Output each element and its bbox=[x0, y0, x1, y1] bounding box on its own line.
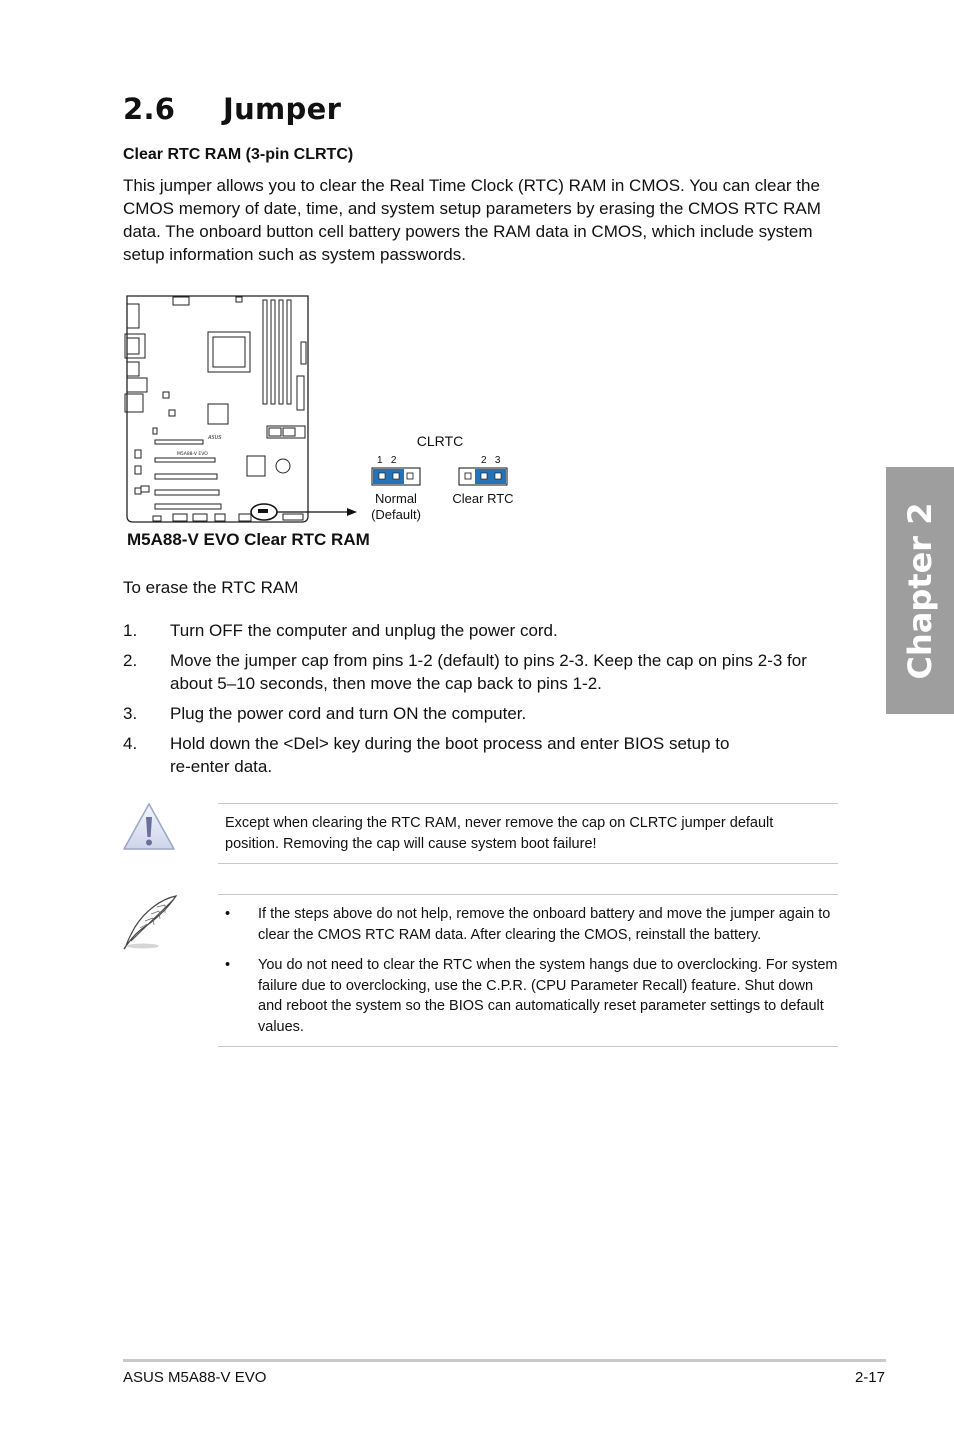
steps-intro: To erase the RTC RAM bbox=[123, 578, 299, 597]
jumper-title: CLRTC bbox=[416, 433, 464, 449]
step-text: Plug the power cord and turn ON the computer. bbox=[170, 704, 527, 723]
chapter-tab bbox=[886, 467, 954, 714]
caution-box bbox=[218, 803, 838, 864]
note-box bbox=[218, 894, 838, 1047]
normal-label: Normal bbox=[375, 491, 417, 506]
footer-product-name: ASUS M5A88-V EVO bbox=[123, 1369, 267, 1386]
section-number: 2.6 bbox=[123, 92, 176, 126]
list-item bbox=[225, 904, 840, 945]
bullet: • bbox=[225, 906, 231, 922]
chapter-tab-label: Chapter 2 bbox=[901, 502, 939, 679]
section-title bbox=[123, 92, 341, 126]
bullet: • bbox=[225, 957, 231, 973]
list-item bbox=[123, 732, 839, 778]
note-text: If the steps above do not help, remove the onboard battery and move the jumper again to clear the CMOS RTC RAM data. After clearing the CMOS, reinstall the battery. bbox=[258, 906, 831, 943]
step-number: 1. bbox=[123, 621, 138, 640]
jumper-heading: Clear RTC RAM (3-pin CLRTC) bbox=[123, 146, 354, 163]
caution-text: Except when clearing the RTC RAM, never remove the cap on CLRTC jumper default position. Removing the cap will cause system boot failure! bbox=[225, 815, 774, 852]
clear-rtc-label: Clear RTC bbox=[452, 491, 514, 506]
list-item bbox=[123, 619, 839, 642]
warning-triangle-icon bbox=[122, 801, 178, 853]
jumper-normal bbox=[372, 468, 420, 485]
normal-label-block bbox=[360, 491, 432, 523]
list-item bbox=[225, 955, 840, 1037]
clear-pin-numbers: 2 3 bbox=[481, 455, 501, 466]
intro-paragraph: This jumper allows you to clear the Real Time Clock (RTC) RAM in CMOS. You can clear the CMOS memory of date, time, and system setup parameters by erasing the CMOS RTC RAM data. The onboard button cell battery powers the RAM data in CMOS, which include system setup information such as system passwords. bbox=[123, 176, 821, 264]
step-text: Move the jumper cap from pins 1-2 (default) to pins 2-3. Keep the cap on pins 2-3 for about 5–10 seconds, then move the cap back to pins 1-2. bbox=[170, 651, 807, 693]
note-text: You do not need to clear the RTC when the system hangs due to overclocking. For system failure due to overclocking, use the C.P.R. (CPU Parameter Recall) feature. Shut down and reboot the system so the BIOS can automatically reset parameter settings to default values. bbox=[258, 957, 838, 1035]
board-logo: ASUS bbox=[208, 435, 222, 441]
feather-pen-icon bbox=[121, 893, 181, 951]
notes-list bbox=[225, 904, 840, 1047]
step-number: 2. bbox=[123, 651, 138, 670]
steps-list bbox=[123, 619, 839, 785]
step-number: 3. bbox=[123, 704, 138, 723]
jumper-clear bbox=[459, 468, 507, 485]
normal-pin-numbers: 1 2 bbox=[377, 455, 397, 466]
section-name: Jumper bbox=[223, 92, 342, 126]
diagram-caption: M5A88-V EVO Clear RTC RAM bbox=[127, 530, 370, 549]
list-item bbox=[123, 702, 839, 725]
list-item bbox=[123, 649, 839, 695]
step-text: Turn OFF the computer and unplug the power cord. bbox=[170, 621, 558, 640]
normal-default-label: (Default) bbox=[371, 507, 421, 522]
step-text: Hold down the <Del> key during the boot process and enter BIOS setup to re-enter data. bbox=[170, 734, 730, 776]
board-model-label: M5A88-V EVO bbox=[177, 452, 208, 457]
motherboard-outline bbox=[125, 296, 308, 522]
footer-divider bbox=[123, 1359, 886, 1362]
footer-page-number: 2-17 bbox=[854, 1369, 885, 1386]
step-number: 4. bbox=[123, 734, 138, 753]
